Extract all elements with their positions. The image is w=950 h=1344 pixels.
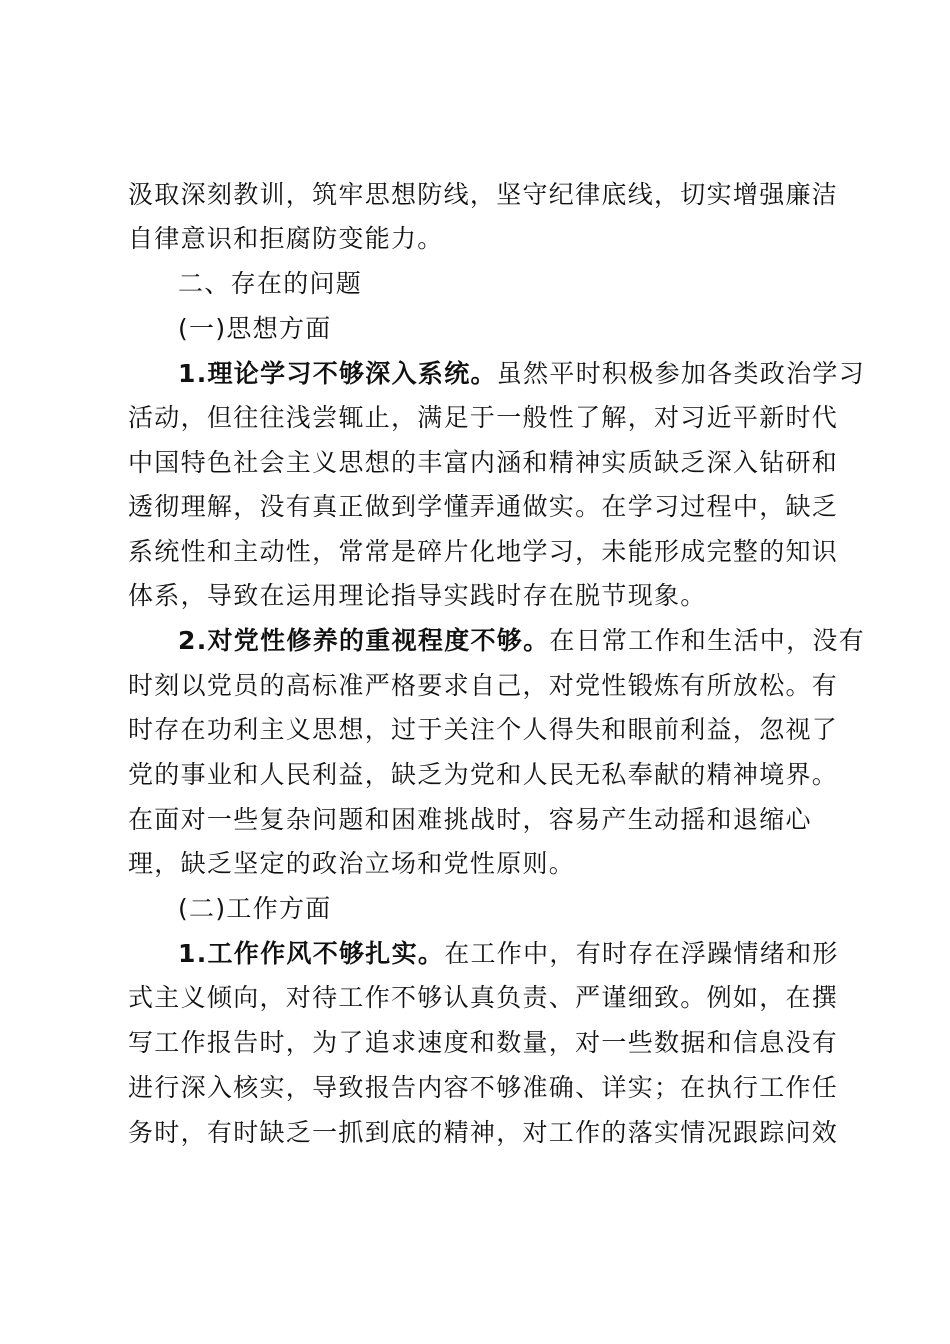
text-line: 自律意识和拒腐防变能力。: [128, 224, 444, 253]
text-line: 党的事业和人民利益，缺乏为党和人民无私奉献的精神境界。: [128, 760, 839, 789]
text-line: 式主义倾向，对待工作不够认真负责、严谨细致。例如，在撰: [128, 983, 839, 1012]
item-text: 虽然平时积极参加各类政治学习: [496, 359, 865, 388]
text-line: 透彻理解，没有真正做到学懂弄通做实。在学习过程中，缺乏: [128, 492, 839, 521]
text-line: 活动，但往往浅尝辄止，满足于一般性了解，对习近平新时代: [128, 403, 839, 432]
text-line: 理，缺乏坚定的政治立场和党性原则。: [128, 849, 576, 878]
text-line: 务时，有时缺乏一抓到底的精神，对工作的落实情况跟踪问效: [128, 1118, 839, 1147]
text-line: 写工作报告时，为了追求速度和数量，对一些数据和信息没有: [128, 1028, 839, 1057]
item-text: 在工作中，有时存在浮躁情绪和形: [444, 939, 839, 968]
text-line: 汲取深刻教训，筑牢思想防线，坚守纪律底线，切实增强廉洁: [128, 180, 839, 209]
subsection-heading: (一)思想方面: [178, 314, 332, 343]
subsection-heading: (二)工作方面: [178, 894, 332, 923]
text-line: [178, 939, 839, 969]
item-text: 在日常工作和生活中，没有: [549, 626, 866, 655]
section-heading: 二、存在的问题: [178, 269, 363, 298]
text-line: 系统性和主动性，常常是碎片化地学习，未能形成完整的知识: [128, 537, 839, 566]
text-line: 中国特色社会主义思想的丰富内涵和精神实质缺乏深入钻研和: [128, 448, 839, 477]
text-line: 进行深入核实，导致报告内容不够准确、详实；在执行工作任: [128, 1073, 839, 1102]
item-heading: 1.工作作风不够扎实。: [178, 939, 445, 968]
text-line: 体系，导致在运用理论指导实践时存在脱节现象。: [128, 581, 707, 610]
item-heading: 2.对党性修养的重视程度不够。: [178, 626, 550, 655]
text-line: 在面对一些复杂问题和困难挑战时，容易产生动摇和退缩心: [128, 805, 812, 834]
text-line: [178, 626, 865, 656]
text-line: 时刻以党员的高标准严格要求自己，对党性锻炼有所放松。有: [128, 671, 839, 700]
item-heading: 1.理论学习不够深入系统。: [178, 359, 497, 388]
text-line: [178, 359, 865, 389]
text-line: 时存在功利主义思想，过于关注个人得失和眼前利益，忽视了: [128, 715, 839, 744]
